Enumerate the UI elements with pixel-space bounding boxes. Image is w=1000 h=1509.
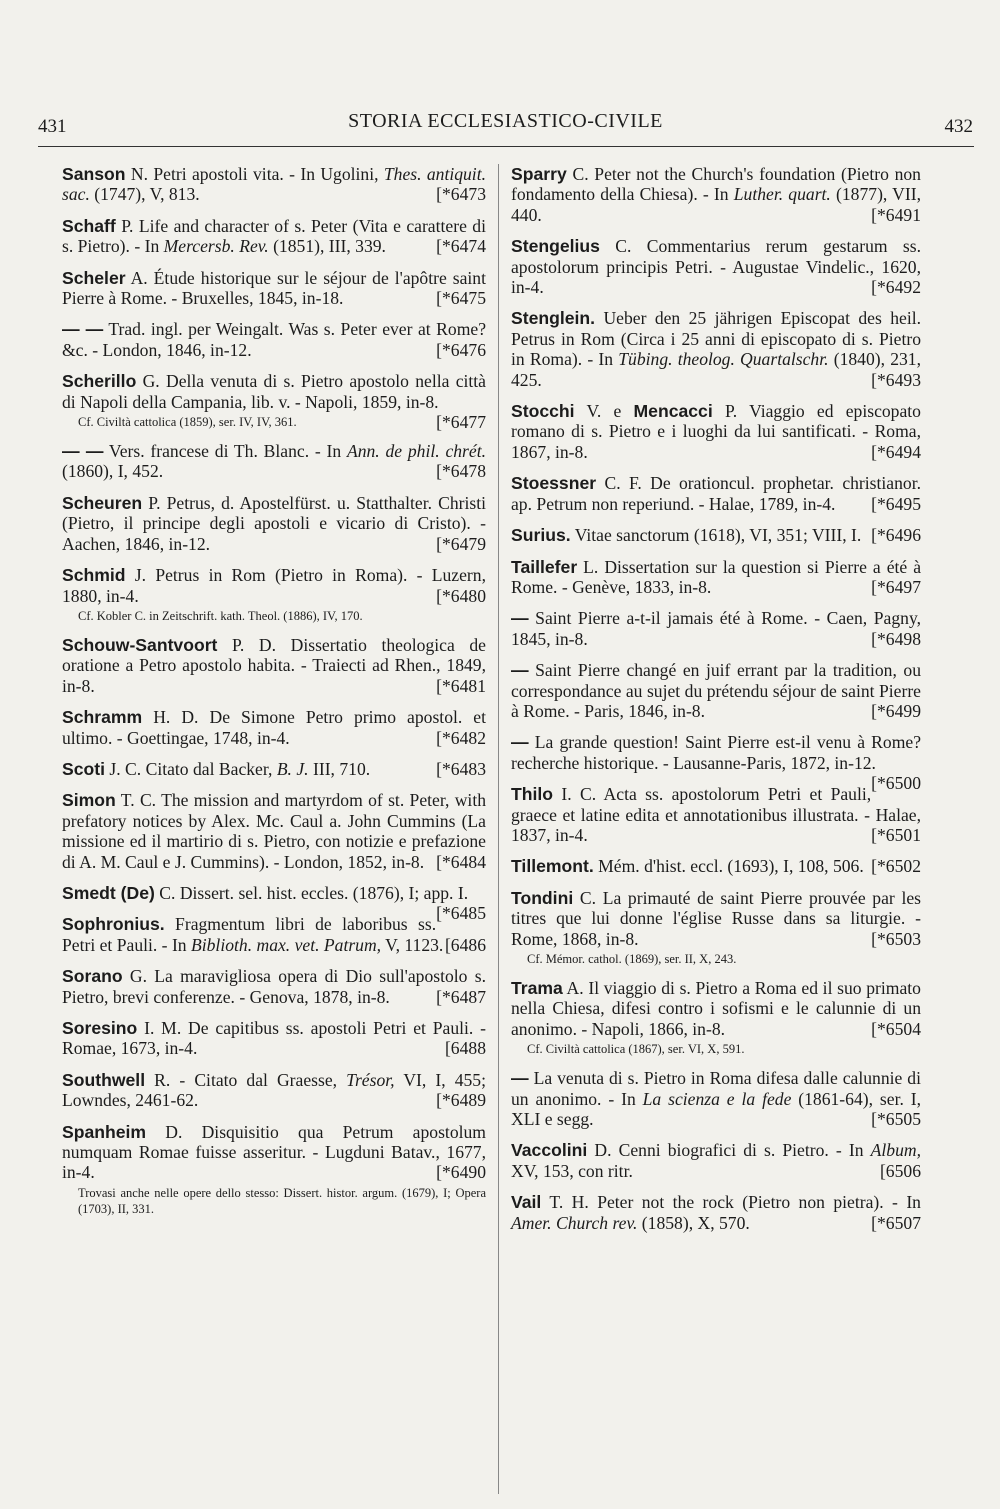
entry-text: Mém. d'hist. eccl. (1693), I, 108, 506. — [593, 856, 864, 877]
entry-source: Biblioth. max. vet. Patrum, — [191, 934, 382, 955]
entry-text-continued: III, 710. — [308, 758, 371, 779]
bibliography-entry — [62, 1018, 486, 1059]
header-rule — [38, 146, 974, 147]
entry-source: Tübing. theolog. Quartalschr. — [618, 349, 829, 370]
entry-text: La grande question! Saint Pierre est-il venu à Rome? recherche historique. - Lausanne-Paris, 1872, in-12. — [511, 732, 921, 773]
bibliography-entry — [511, 308, 921, 390]
right-page-number: 432 — [944, 116, 973, 137]
entry-text-continued: (1747), V, 813. — [89, 184, 200, 205]
entry-author: Soresino — [62, 1018, 138, 1038]
entry-initial: C. — [599, 236, 632, 257]
running-title: STORIA ECCLESIASTICO-CIVILE — [348, 110, 663, 132]
entry-text-continued: (1840), 231, 425. — [511, 349, 922, 390]
bibliography-entry — [511, 856, 921, 876]
entry-number: [6486 — [444, 934, 486, 955]
entry-author: Sophronius. — [62, 914, 165, 935]
entry-text: Peter not the rock (Pietro non pietra). - In — [588, 1192, 921, 1213]
entry-text: De orationcul. prophetar. christianor. ap. Petrum non reperiund. - Halae, 1789, in-4. — [511, 473, 921, 514]
bibliography-entry — [62, 1122, 486, 1217]
entry-number: [*6480 — [436, 585, 486, 606]
entry-coauthor: Mencacci — [633, 401, 713, 422]
entry-author: — — [511, 608, 529, 629]
page-header — [38, 110, 973, 142]
entry-initial: G. — [136, 371, 160, 392]
bibliography-entry — [62, 565, 486, 624]
entry-author: Thilo — [511, 784, 554, 805]
entry-number: [*6490 — [436, 1162, 486, 1183]
entry-initial: C. — [573, 887, 597, 908]
bibliography-entry — [62, 966, 486, 1007]
bibliography-entry — [62, 914, 486, 955]
entry-number: [6488 — [444, 1038, 486, 1059]
entry-number: [*6487 — [436, 986, 486, 1007]
entry-number: [*6491 — [871, 204, 921, 225]
bibliography-entry — [62, 371, 486, 433]
entry-number: [*6502 — [871, 856, 921, 877]
entry-number: [*6483 — [436, 758, 486, 779]
entry-initial: D. — [587, 1140, 612, 1161]
entry-text: Acta ss. apostolorum Petri et Pauli, graece et latine edita et annotationibus illustrata. - Halae, 1837, in-4. — [511, 784, 921, 845]
bibliography-entry — [62, 635, 486, 696]
entry-source: Thes. antiquit. sac. — [62, 164, 486, 205]
entry-author: Stengelius — [511, 236, 600, 257]
bibliography-entry — [62, 493, 486, 554]
entry-source: Ann. de phil. chrét. — [346, 441, 486, 462]
entry-text: Vers. francese di Th. Blanc. - In — [103, 441, 347, 462]
bibliography-entry — [511, 660, 921, 721]
entry-author: Sorano — [62, 966, 123, 987]
bibliography-entry — [511, 164, 921, 225]
entry-initial: T. C. — [115, 790, 157, 811]
entry-text: La venuta di s. Pietro in Roma difesa dalle calunnie di un anonimo. - In — [511, 1068, 921, 1109]
entry-number: [*6473 — [436, 184, 486, 205]
bibliography-entry — [511, 978, 921, 1057]
entry-text: Petrus in Rom (Pietro in Roma). - Luzern, 1880, in-4. — [62, 565, 486, 606]
entry-initial: A. — [562, 978, 584, 998]
entry-author: Scoti — [62, 758, 106, 779]
entry-text: The mission and martyrdom of st. Peter, with prefatory notices by Alex. Mc. Caul a. John Cummins (La missione ed il martirio di s. Pietro, con notizie e prefazione di A. M. Caul e J. Cummins). - London, 1852, in-8. — [62, 790, 487, 872]
entry-initial: R. — [145, 1069, 171, 1090]
entry-number: [*6500 — [871, 773, 921, 794]
entry-text: Citato dal Backer, — [141, 758, 277, 779]
entry-initial: I. M. — [137, 1018, 182, 1038]
entry-initial: C. — [566, 164, 589, 184]
entry-text: La maravigliosa opera di Dio sull'apostolo s. Pietro, brevi conferenze. - Genova, 1878, in-8. — [62, 966, 486, 1007]
entry-author: Schramm — [62, 707, 143, 728]
entry-number: [*6495 — [871, 493, 921, 514]
entry-text: Dissertation sur la question si Pierre a été à Rome. - Genève, 1833, in-8. — [511, 556, 922, 597]
entry-initial: H. D. — [142, 707, 199, 728]
bibliography-entry — [62, 790, 486, 872]
entry-initial: J. — [125, 565, 147, 586]
entry-text-continued: Viaggio ed episcopato romano di s. Pietro e i luoghi da lui santificati. - Roma, 1867, in-8. — [511, 401, 921, 462]
bibliography-entry — [511, 784, 921, 845]
entry-text-continued: (1851), III, 339. — [268, 236, 386, 257]
entry-number: [*6485 — [436, 903, 486, 924]
bibliography-entry — [511, 1192, 921, 1233]
entry-author: Scheler — [62, 267, 126, 288]
bibliography-entry — [62, 1070, 486, 1111]
entry-source: Album, — [870, 1140, 921, 1161]
entry-author: Vail — [511, 1192, 542, 1213]
entry-source: Mercersb. Rev. — [163, 236, 269, 257]
entry-author: Sparry — [511, 164, 567, 184]
entry-text: Della venuta di s. Pietro apostolo nella città di Napoli della Campania, lib. v. - Napoli, 1859, in-8. — [62, 371, 486, 412]
entry-number: [*6507 — [871, 1212, 921, 1233]
entry-text: - Citato dal Graesse, — [170, 1069, 347, 1090]
entry-text-continued: V, 1123. — [381, 934, 444, 955]
bibliography-entry — [511, 473, 921, 514]
entry-text: Saint Pierre a-t-il jamais été à Rome. - Caen, Pagny, 1845, in-8. — [511, 608, 921, 649]
entry-initial: P. — [142, 492, 161, 513]
entry-number: [*6498 — [871, 628, 921, 649]
entry-author: — — [511, 1068, 529, 1089]
entry-initial: A. — [125, 267, 148, 288]
entry-coauthor-initial: P. — [712, 401, 738, 422]
entry-text: De Simone Petro primo apostol. et ultimo. - Goettingae, 1748, in-4. — [62, 707, 487, 748]
entry-number: [*6492 — [871, 277, 921, 298]
entry-text: Étude historique sur le séjour de l'apôtre saint Pierre à Rome. - Bruxelles, 1845, in-18. — [62, 267, 486, 309]
entry-number: [*6493 — [871, 369, 921, 390]
bibliography-entry — [62, 164, 486, 205]
bibliography-entry — [62, 441, 486, 482]
bibliography-entry — [62, 707, 486, 748]
entry-source: Luther. quart. — [733, 184, 831, 205]
entry-text-continued: XV, 153, con ritr. — [511, 1160, 633, 1181]
entry-text: Petri apostoli vita. - In Ugolini, — [148, 164, 384, 184]
entry-author: Surius. — [511, 525, 571, 546]
bibliography-entry — [511, 401, 921, 462]
entry-text-continued: (1860), I, 452. — [62, 461, 164, 482]
bibliography-entry — [62, 319, 486, 360]
entry-author: Sanson — [62, 164, 126, 184]
bibliography-entry — [62, 268, 486, 309]
entry-author: — — [511, 660, 529, 681]
entry-initial: P. D. — [217, 634, 277, 655]
entry-number: [*6477 — [436, 412, 486, 433]
entry-number: [*6478 — [436, 461, 486, 482]
left-column — [62, 164, 486, 1228]
entry-initial: L. — [577, 556, 599, 577]
entry-number: [6506 — [879, 1160, 921, 1181]
entry-text: Commentarius rerum gestarum ss. apostolorum principis Petri. - Augustae Vindelic., 1620, in-4. — [511, 236, 921, 298]
entry-author: Tondini — [511, 887, 574, 908]
entry-text: Trad. ingl. per Weingalt. Was s. Peter ever at Rome? &c. - London, 1846, in-12. — [62, 319, 487, 360]
left-page-number: 431 — [38, 116, 67, 137]
entry-author: Spanheim — [62, 1121, 147, 1142]
entry-text: Il viaggio di s. Pietro a Roma ed il suo primato nella Chiesa, difesi contro i sofismi e le calunnie di un anonimo. - Napoli, 1866, in-8. — [511, 978, 921, 1039]
entry-text-continued: VI, I, 455; Lowndes, 2461-62. — [62, 1069, 486, 1111]
entry-source: B. J. — [276, 758, 309, 779]
entry-author: Vaccolini — [511, 1140, 588, 1161]
entry-text: Life and character of s. Peter (Vita e carattere di s. Pietro). - In — [62, 215, 486, 257]
entry-initial: G. — [122, 966, 147, 987]
entry-text: De capitibus ss. apostoli Petri et Pauli. - Romae, 1673, in-4. — [62, 1018, 486, 1059]
bibliography-entry — [62, 216, 486, 257]
entry-author: Smedt (De) — [62, 882, 155, 903]
entry-text: Disquisitio qua Petrum apostolum numquam Romae fuisse asseritur. - Lugduni Batav., 1677, in-4. — [62, 1121, 486, 1183]
entry-number: [*6482 — [436, 727, 486, 748]
entry-author: Schaff — [62, 215, 116, 236]
entry-author: — — [511, 732, 529, 753]
entry-author: Scheuren — [62, 492, 143, 513]
entry-text: Saint Pierre changé en juif errant par la tradition, ou correspondance au sujet du prétendu séjour de saint Pierre à Rome. - Paris, 1846, in-8. — [511, 660, 921, 721]
entry-number: [*6496 — [871, 525, 921, 546]
bibliography-entry — [511, 1068, 921, 1129]
entry-initial: D. — [146, 1121, 183, 1142]
entry-text: Peter not the Church's foundation (Pietro non fondamento della Chiesa). - In — [511, 164, 921, 205]
entry-number: [*6505 — [871, 1109, 921, 1130]
entry-text-continued: (1858), X, 570. — [637, 1212, 750, 1233]
entry-number: [*6475 — [436, 288, 486, 309]
entry-text: Vitae sanctorum (1618), VI, 351; VIII, I. — [570, 525, 862, 546]
entry-text: Dissert. sel. hist. eccles. (1876), I; app. I. — [175, 882, 469, 903]
entry-note: Cf. Civiltà cattolica (1867), ser. VI, X, 591. — [527, 1042, 745, 1057]
entry-author: Taillefer — [511, 556, 578, 577]
entry-number: [*6503 — [871, 928, 921, 949]
entry-author: Schouw-Santvoort — [62, 634, 218, 655]
entry-source: Trésor, — [346, 1069, 395, 1090]
entry-note: Cf. Mémor. cathol. (1869), ser. II, X, 243. — [527, 952, 737, 966]
entry-text-continued: (1877), VII, 440. — [511, 184, 922, 225]
entry-author: — — — [62, 319, 104, 340]
entry-source: La scienza e la fede — [642, 1088, 792, 1109]
entry-author: Stocchi — [511, 401, 575, 422]
entry-initial: N. — [125, 164, 149, 184]
bibliography-entry — [511, 888, 921, 967]
entry-text: Petrus, d. Apostelfürst. u. Statthalter. Christi (Pietro, il principe degli apostoli e vicario di Cristo). - Aachen, 1846, in-12. — [62, 492, 486, 554]
right-column — [511, 164, 921, 1244]
entry-initial: P. — [115, 215, 134, 236]
entry-text: Ueber den 25 jährigen Episcopat des heil. Petrus in Rom (Circa i 25 anni di episcopato di s. Pietro in Roma). - In — [511, 308, 921, 370]
entry-text: Dissertatio theologica de oratione a Petro apostolo habita. - Traiecti ad Rhen., 1849, in-8. — [62, 634, 486, 696]
entry-initial: C. F. — [596, 473, 642, 494]
entry-author: Tillemont. — [511, 856, 594, 877]
entry-number: [*6489 — [436, 1090, 486, 1111]
bibliography-entry — [511, 732, 921, 794]
entry-number: [*6494 — [871, 441, 921, 462]
entry-number: [*6504 — [871, 1018, 921, 1039]
entry-number: [*6479 — [436, 533, 486, 554]
entry-text: La primauté de saint Pierre prouvée par les titres que lui donne l'église Russe dans sa liturgie. - Rome, 1868, in-8. — [511, 887, 921, 949]
entry-initial: C. — [154, 882, 176, 903]
column-divider — [498, 164, 499, 1494]
entry-author: Trama — [511, 978, 563, 998]
bibliography-entry — [511, 557, 921, 598]
entry-number: [*6501 — [871, 824, 921, 845]
bibliography-entry — [62, 882, 486, 924]
entry-initial: I. C. — [553, 784, 597, 805]
entry-note: Cf. Kobler C. in Zeitschrift. kath. Theol. (1886), IV, 170. — [78, 608, 363, 623]
entry-note: Cf. Civiltà cattolica (1859), ser. IV, IV, 361. — [78, 415, 297, 430]
entry-initial: V. e — [574, 401, 634, 422]
entry-initial: J. C. — [105, 758, 142, 779]
entry-text-continued: (1861-64), ser. I, XLI e segg. — [511, 1088, 922, 1130]
entry-author: Stenglein. — [511, 308, 596, 329]
entry-source: Amer. Church rev. — [511, 1212, 638, 1233]
entry-initial: T. H. — [541, 1192, 589, 1213]
entry-author: — — — [62, 441, 104, 462]
entry-number: [*6499 — [871, 700, 921, 721]
entry-author: Schmid — [62, 565, 126, 586]
entry-note: Trovasi anche nelle opere dello stesso: Dissert. histor. argum. (1679), I; Opera (1703), II, 331. — [78, 1185, 486, 1216]
bibliography-entry — [62, 759, 486, 779]
entry-number: [*6474 — [436, 236, 486, 257]
entry-number: [*6476 — [436, 339, 486, 360]
entry-number: [*6497 — [871, 576, 921, 597]
entry-number: [*6484 — [436, 851, 486, 872]
entry-author: Scherillo — [62, 371, 137, 392]
bibliography-entry — [511, 1140, 921, 1181]
entry-number: [*6481 — [436, 675, 486, 696]
entry-author: Southwell — [62, 1069, 146, 1090]
entry-author: Stoessner — [511, 473, 597, 494]
entry-text: Cenni biografici di s. Pietro. - In — [611, 1140, 871, 1161]
bibliography-entry — [511, 236, 921, 297]
entry-text: Fragmentum libri de laboribus ss. Petri et Pauli. - In — [62, 914, 437, 955]
bibliography-entry — [511, 608, 921, 649]
bibliography-entry — [511, 525, 921, 545]
entry-author: Simon — [62, 790, 116, 811]
